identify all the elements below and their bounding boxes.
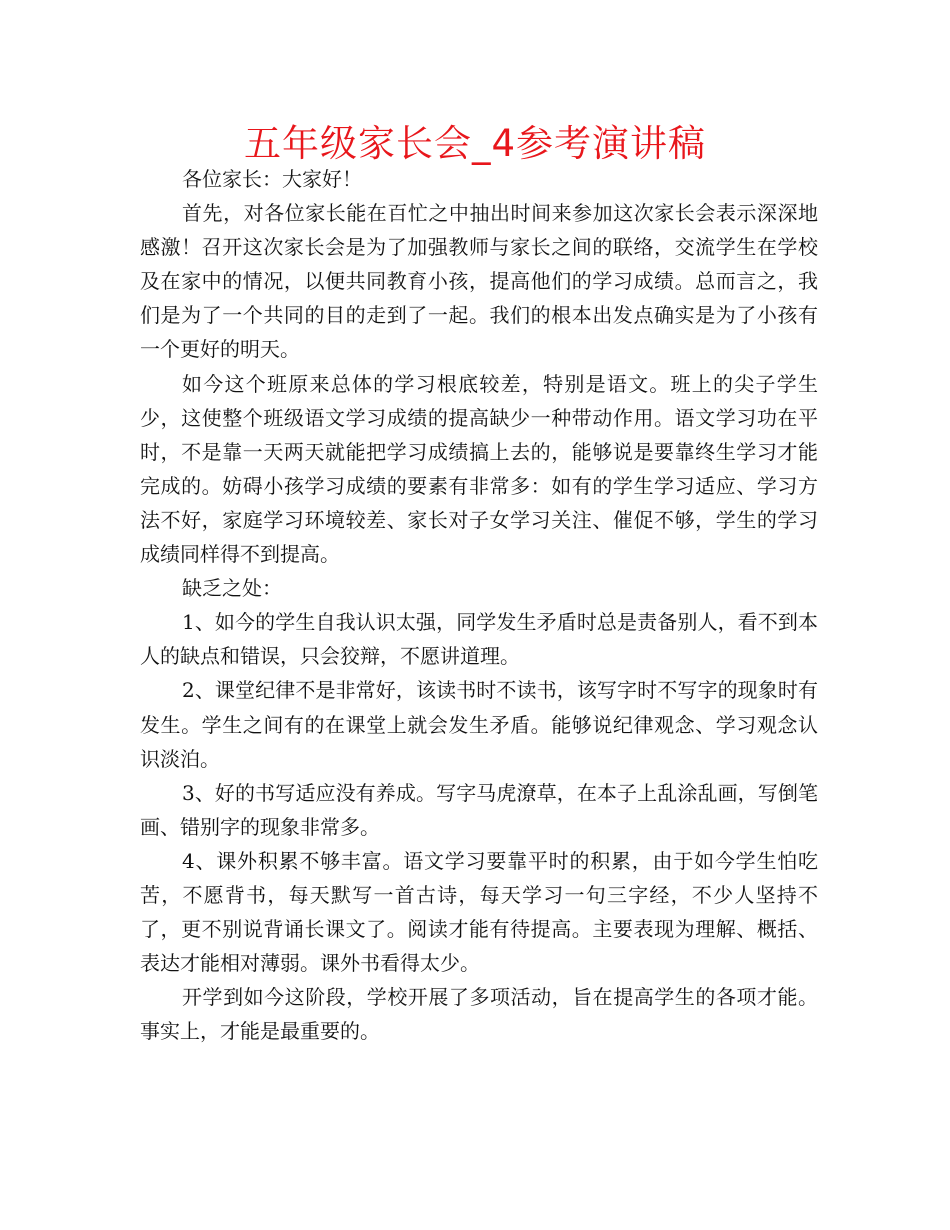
document-body [140, 162, 818, 1048]
paragraph-opening: 首先，对各位家长能在百忙之中抽出时间来参加这次家长会表示深深地感激！召开这次家长会是为了加强教师与家长之间的联络，交流学生在学校及在家中的情况，以便共同教育小孩，提高他们的学习成绩。总而言之，我们是为了一个共同的目的走到了一起。我们的根本出发点确实是为了小孩有一个更好的明天。 [140, 201, 818, 362]
paragraph-greeting: 各位家长：大家好！ [182, 167, 362, 191]
paragraph-shortcoming-4: 4、课外积累不够丰富。语文学习要靠平时的积累，由于如今学生怕吃苦，不愿背书，每天默写一首古诗，每天学习一句三字经，不少人坚持不了，更不别说背诵长课文了。阅读才能有待提高。主要表现为理解、概括、表达才能相对薄弱。课外书看得太少。 [140, 848, 818, 976]
paragraph-class-situation: 如今这个班原来总体的学习根底较差，特别是语文。班上的尖子学生少，这使整个班级语文学习成绩的提高缺少一种带动作用。语文学习功在平时，不是靠一天两天就能把学习成绩搞上去的，能够说是要靠终生学习才能完成的。妨碍小孩学习成绩的要素有非常多：如有的学生学习适应、学习方法不好，家庭学习环境较差、家长对子女学习关注、催促不够，学生的学习成绩同样得不到提高。 [140, 371, 818, 567]
paragraph-shortcoming-3: 3、好的书写适应没有养成。写字马虎潦草，在本子上乱涂乱画，写倒笔画、错别字的现象非常多。 [140, 780, 818, 839]
paragraph-shortcoming-2: 2、课堂纪律不是非常好，该读书时不读书，该写字时不写字的现象时有发生。学生之间有的在课堂上就会发生矛盾。能够说纪律观念、学习观念认识淡泊。 [140, 678, 818, 771]
paragraph-shortcoming-1: 1、如今的学生自我认识太强，同学发生矛盾时总是责备别人，看不到本人的缺点和错误，只会狡辩，不愿讲道理。 [140, 610, 818, 669]
paragraph-shortcomings-heading: 缺乏之处： [182, 576, 282, 601]
paragraph-activities: 开学到如今这阶段，学校开展了多项活动，旨在提高学生的各项才能。事实上，才能是最重要的。 [140, 985, 818, 1044]
document-title: 五年级家长会_4参考演讲稿 [243, 122, 707, 165]
